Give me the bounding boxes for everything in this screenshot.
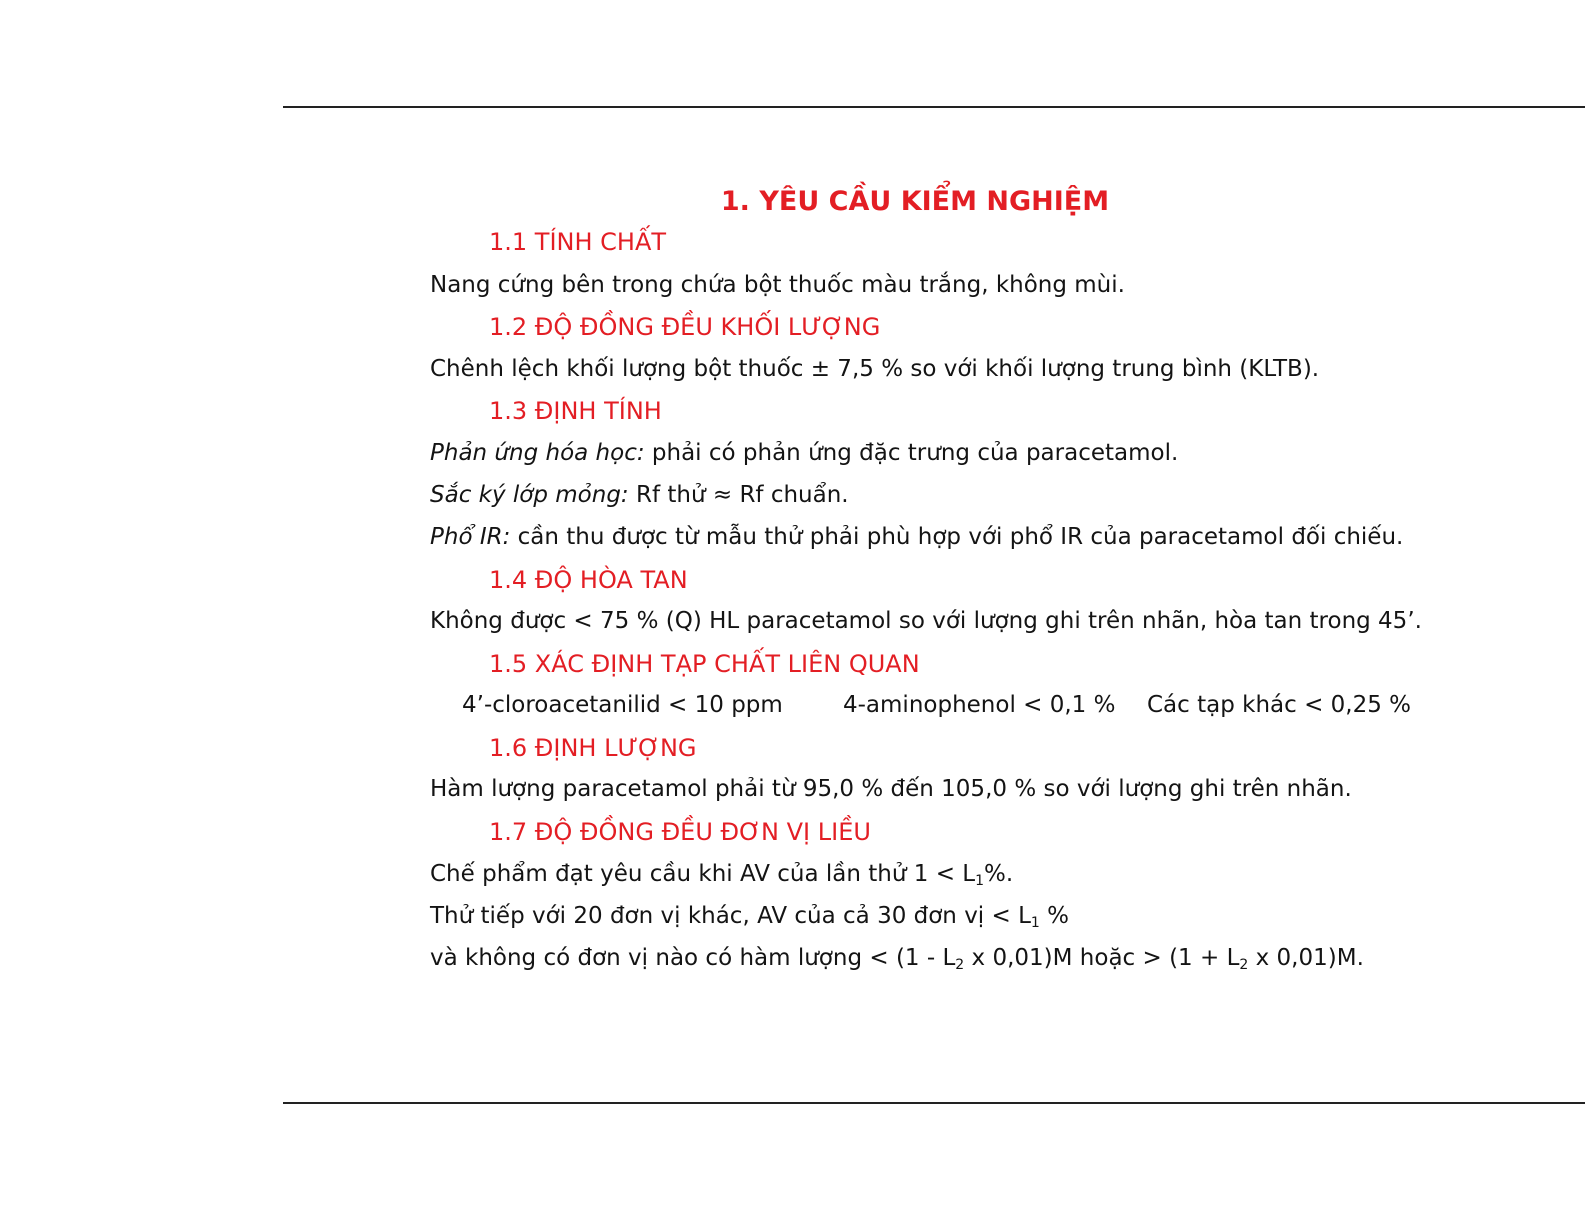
section-heading-do-dong-deu-don-vi-lieu: 1.7 ĐỘ ĐỒNG ĐỀU ĐƠN VỊ LIỀU bbox=[489, 818, 871, 846]
section-text-dinh-luong: Hàm lượng paracetamol phải từ 95,0 % đến 105,0 % so với lượng ghi trên nhãn. bbox=[430, 776, 1352, 802]
text-segment: % bbox=[1039, 903, 1070, 929]
subscript: 2 bbox=[1239, 957, 1249, 973]
identification-item-ir-spectrum bbox=[430, 524, 1403, 550]
subscript: 1 bbox=[975, 873, 985, 889]
text-segment: và không có đơn vị nào có hàm lượng < (1 - L bbox=[430, 945, 956, 971]
identification-label: Phản ứng hóa học: bbox=[430, 440, 645, 466]
dose-uniformity-line-2 bbox=[430, 903, 1069, 929]
identification-text: cần thu được từ mẫu thử phải phù hợp với phổ IR của paracetamol đối chiếu. bbox=[510, 524, 1404, 550]
section-heading-dinh-tinh: 1.3 ĐỊNH TÍNH bbox=[489, 397, 662, 425]
impurity-limit-aminophenol: 4-aminophenol < 0,1 % bbox=[843, 692, 1116, 718]
page-title: 1. YÊU CẦU KIỂM NGHIỆM bbox=[720, 186, 1110, 217]
section-text-do-dong-deu-khoi-luong: Chênh lệch khối lượng bột thuốc ± 7,5 % so với khối lượng trung bình (KLTB). bbox=[430, 356, 1320, 382]
text-segment: x 0,01)M. bbox=[1248, 945, 1364, 971]
identification-label: Phổ IR: bbox=[430, 524, 511, 550]
top-divider bbox=[283, 106, 1585, 108]
identification-text: Rf thử ≈ Rf chuẩn. bbox=[628, 482, 849, 508]
identification-text: phải có phản ứng đặc trưng của paracetamol. bbox=[644, 440, 1179, 466]
dose-uniformity-line-3 bbox=[430, 945, 1364, 971]
impurity-limit-other: Các tạp khác < 0,25 % bbox=[1147, 692, 1412, 718]
identification-label: Sắc ký lớp mỏng: bbox=[430, 482, 629, 508]
text-segment: Thử tiếp với 20 đơn vị khác, AV của cả 30 đơn vị < L bbox=[430, 903, 1031, 929]
section-heading-dinh-luong: 1.6 ĐỊNH LƯỢNG bbox=[489, 734, 697, 762]
dose-uniformity-line-1 bbox=[430, 861, 1013, 887]
identification-item-tlc bbox=[430, 482, 849, 508]
bottom-divider bbox=[283, 1102, 1585, 1104]
subscript: 1 bbox=[1030, 915, 1040, 931]
section-heading-do-dong-deu-khoi-luong: 1.2 ĐỘ ĐỒNG ĐỀU KHỐI LƯỢNG bbox=[489, 313, 881, 341]
section-heading-tap-chat-lien-quan: 1.5 XÁC ĐỊNH TẠP CHẤT LIÊN QUAN bbox=[489, 650, 920, 678]
text-segment: Chế phẩm đạt yêu cầu khi AV của lần thử 1 < L bbox=[430, 861, 976, 887]
section-text-tinh-chat: Nang cứng bên trong chứa bột thuốc màu trắng, không mùi. bbox=[430, 272, 1125, 298]
subscript: 2 bbox=[955, 957, 965, 973]
text-segment: x 0,01)M hoặc > (1 + L bbox=[964, 945, 1240, 971]
section-heading-tinh-chat: 1.1 TÍNH CHẤT bbox=[489, 228, 667, 256]
text-segment: %. bbox=[984, 861, 1014, 887]
identification-item-chemical-reaction bbox=[430, 440, 1178, 466]
impurity-limit-cloroacetanilid: 4’-cloroacetanilid < 10 ppm bbox=[462, 692, 783, 718]
section-heading-do-hoa-tan: 1.4 ĐỘ HÒA TAN bbox=[489, 566, 688, 594]
section-text-do-hoa-tan: Không được < 75 % (Q) HL paracetamol so với lượng ghi trên nhãn, hòa tan trong 45’. bbox=[430, 608, 1422, 634]
